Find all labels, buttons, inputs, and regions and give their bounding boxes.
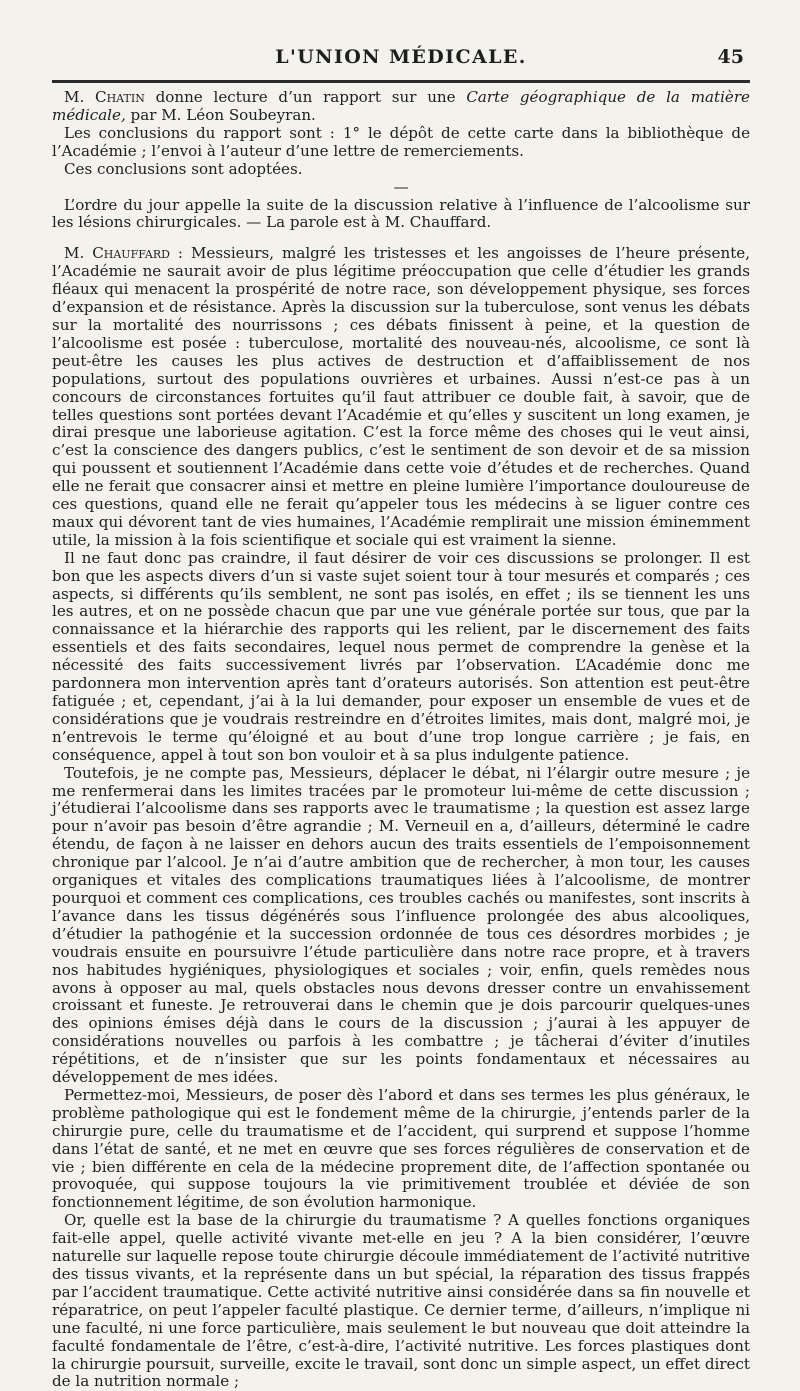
paragraph: Ces conclusions sont adoptées. [64, 159, 303, 178]
paragraph: L’ordre du jour appelle la suite de la discussion relative à l’influence de l’alcoolisme sur les lésions chirurgicales. — La parole est à M. Chauffard. [52, 195, 750, 232]
paragraph-chatin: M. Chatin donne lecture d’un rapport sur une Carte géographique de la matière médicale, par M. Léon Soubeyran. [52, 88, 750, 124]
page-header [52, 46, 750, 78]
header-rule [52, 80, 750, 83]
paragraph: Toutefois, je ne compte pas, Messieurs, déplacer le débat, ni l’élargir outre mesure ; je me renfermerai dans les limites tracées par le promoteur lui-même de cette discussion ; j’étudierai l’alcoolisme dans ses rapports avec le traumatisme ; la question est assez large pour n’avoir pas besoin d’être agrandie ; M. Verneuil en a, d’ailleurs, déterminé le cadre étendu, de façon à ne laisser en dehors aucun des traits essentiels de l’empoisonnement chronique par l’alcool. Je n’ai d’autre ambition que de rechercher, à mon tour, les causes organiques et vitales des complications traumatiques liées à l’alcoolisme, de montrer pourquoi et comment ces complications, ces troubles cachés ou manifestes, sont inscrits à l’avance dans les tissus dégénérés sous l’influence prolongée des abus alcooliques, d’étudier la pathogénie et la succession ordonnée de tous ces désordres morbides ; je voudrais ensuite en poursuivre l’étude particulière dans notre race propre, et à travers nos habitudes hygiéniques, physiologiques et sociales ; voir, enfin, quels remèdes nous avons à opposer au mal, quels obstacles nous devons dresser contre un envahissement croissant et funeste. Je retrouverai dans le chemin que je dois parcourir quelques-unes des opinions émises déjà dans le cours de la discussion ; j’aurai à les appuyer de considérations nouvelles ou parfois à les combattre ; je tâcherai d’éviter d’inutiles répétitions, et de n’insister que sur les points fondamentaux et nécessaires au développement de mes idées. [52, 763, 750, 1087]
speaker-name: M. Chatin [64, 88, 145, 106]
paragraph: Il ne faut donc pas craindre, il faut désirer de voir ces discussions se prolonger. Il est bon que les aspects divers d’un si vaste sujet soient tour à tour mesurés et comparés ; ces aspects, si différents qu’ils semblent, ne sont pas isolés, en effet ; ils se tiennent les uns les autres, et on ne possède chacun que par une vue générale portée sur tous, que par la connaissance et la hiérarchie des rapports qui les relient, par le discernement des faits essentiels et des faits secondaires, lequel nous permet de comprendre la genèse et la nécessité des faits successivement livrés par l’observation. L’Académie donc me pardonnera mon intervention après tant d’orateurs autorisés. Son attention est peut-être fatiguée ; et, cependant, j’ai à la lui demander, pour exposer un ensemble de vues et de considérations que je voudrais restreindre en d’étroites limites, mais dont, malgré moi, je n’entrevois le terme qu’éloigné et au bout d’une trop longue carrière ; je fais, en conséquence, appel à tout son bon vouloir et à sa plus indulgente patience. [52, 548, 750, 764]
speaker-name: M. Chauffard [64, 244, 170, 263]
section-separator: — [393, 177, 409, 196]
report-title: Carte géographique de la matière médicale, [52, 88, 750, 124]
paragraph-chauffard: M. Chauffard : Messieurs, malgré les tristesses et les angoisses de l’heure présente, l’Académie ne saurait avoir de plus légitime préoccupation que celle d’étudier les grands fléaux qui menacent la prospérité de notre race, son développement physique, ses forces d’expansion et de résistance. Après la discussion sur la tuberculose, sont venus les débats sur la mortalité des nourrissons ; ces débats finissent à peine, et la question de l’alcoolisme est posée : tuberculose, mortalité des nouveau-nés, alcoolisme, ce sont là peut-être les causes les plus actives de destruction et d’affaiblissement de nos populations, surtout des populations ouvrières et urbaines. Aussi n’est-ce pas à un concours de circonstances fortuites qu’il faut attribuer ce double fait, à savoir, que de telles questions sont portées devant l’Académie et qu’elles y suscitent un long examen, je dirai presque une laborieuse agitation. C’est la force même des choses qui le veut ainsi, c’est la conscience des dangers publics, c’est le sentiment de son devoir et de sa mission qui poussent et soutiennent l’Académie dans cette voie d’études et de recherches. Quand elle ne ferait que consacrer ainsi et mettre en pleine lumière l’importance douloureuse de ces questions, quand elle ne ferait qu’appeler tous les médecins à se liguer contre ces maux qui dévorent tant de vies humaines, l’Académie remplirait une mission éminemment utile, la mission à la fois scientifique et sociale qui est vraiment la sienne. [52, 244, 750, 549]
paragraph: Les conclusions du rapport sont : 1° le dépôt de cette carte dans la bibliothèque de l’Académie ; l’envoi à l’auteur d’une lettre de remerciements. [52, 123, 750, 160]
page-number: 45 [717, 46, 744, 68]
paragraph: Or, quelle est la base de la chirurgie du traumatisme ? A quelles fonctions organiques fait-elle appel, quelle activité vivante met-elle en jeu ? A la bien considérer, l’œuvre naturelle sur laquelle repose toute chirurgie découle immédiatement de l’activité nutritive des tissus vivants, et la représente dans un but spécial, la réparation des tissus frappés par l’accident traumatique. Cette activité nutritive ainsi considérée dans sa fin nouvelle et réparatrice, on peut l’appeler faculté plastique. Ce dernier terme, d’ailleurs, n’implique ni une faculté, ni une force particulière, mais seulement le but nouveau que doit atteindre la faculté fondamentale de l’être, c’est-à-dire, l’activité nutritive. Les forces plastiques dont la chirurgie poursuit, surveille, excite le travail, sont donc un simple aspect, un effet direct de la nutrition normale ; [52, 1211, 750, 1391]
running-title: L'UNION MÉDICALE. [275, 46, 527, 68]
article-body [52, 89, 750, 1391]
paragraph: Permettez-moi, Messieurs, de poser dès l’abord et dans ses termes les plus généraux, le problème pathologique qui est le fondement même de la chirurgie, j’entends parler de la chirurgie pure, celle du traumatisme et de l’accident, qui surprend et suppose l’homme dans l’état de santé, et ne met en œuvre que ses forces régulières de conservation et de vie ; bien différente en cela de la médecine proprement dite, de l’affection spontanée ou provoquée, qui suppose toujours la vie primitivement troublée et déviée de son fonctionnement légitime, de son évolution harmonique. [52, 1085, 750, 1212]
